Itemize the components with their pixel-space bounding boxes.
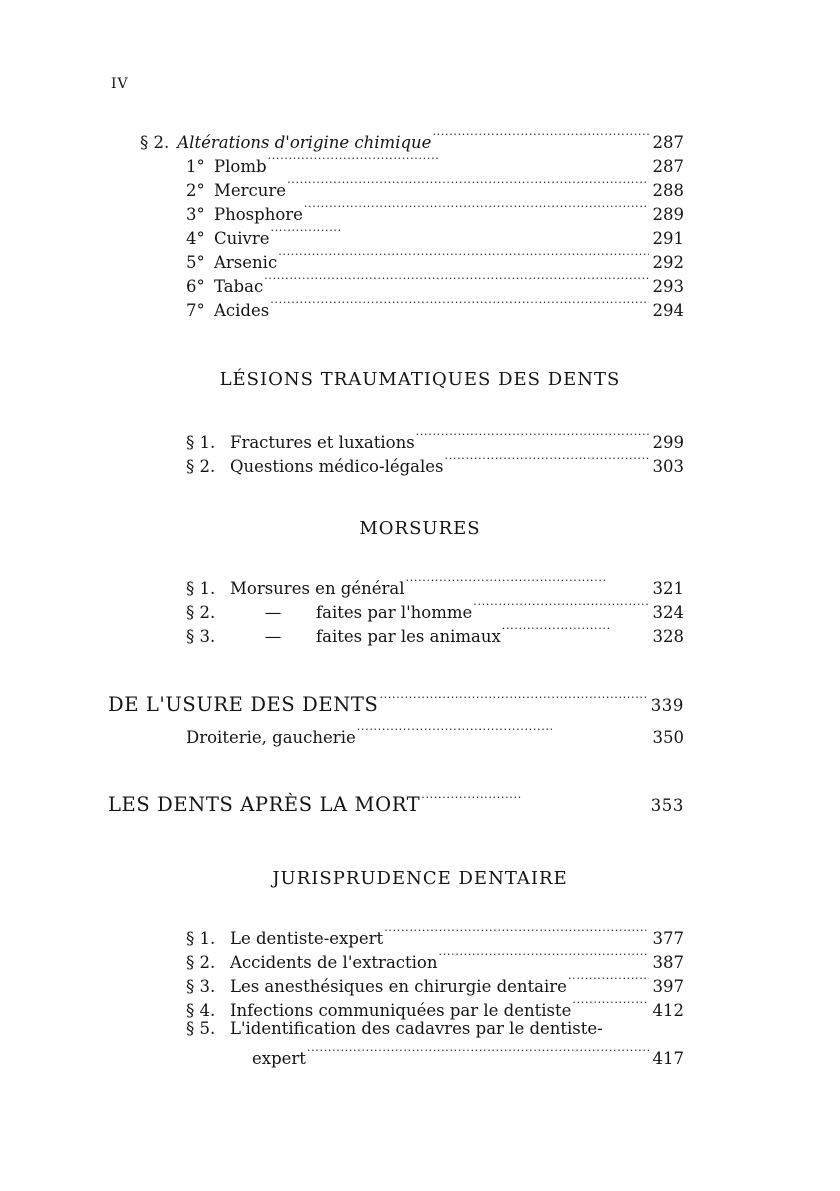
item-page: 303 [652, 457, 684, 476]
dot-leader [406, 572, 606, 594]
item-page: 294 [652, 301, 684, 320]
dot-leader [502, 620, 610, 642]
chapter-title: DE L'USURE DES DENTS [108, 693, 379, 716]
toc-item[interactable] [186, 270, 684, 296]
item-page: 293 [652, 277, 684, 296]
toc-item[interactable] [186, 198, 684, 224]
item-title: expert [252, 1049, 306, 1068]
toc-item[interactable] [186, 620, 684, 646]
section-symbol: § 2. [140, 133, 170, 152]
dot-leader [445, 450, 649, 472]
item-title: Cuivre [214, 229, 270, 248]
dot-leader [264, 270, 648, 292]
ditto-dash: — [264, 603, 282, 622]
ditto-dash: — [264, 627, 282, 646]
dot-leader [439, 946, 649, 968]
section-symbol: § 1. [186, 579, 216, 598]
item-title: Les anesthésiques en chirurgie dentaire [230, 977, 567, 996]
dot-leader [357, 721, 552, 743]
item-page: 397 [652, 977, 684, 996]
item-title: Tabac [214, 277, 264, 296]
dot-leader [278, 246, 648, 268]
item-title: Morsures en général [230, 579, 405, 598]
item-title: faites par les animaux [316, 627, 501, 646]
dot-leader [270, 294, 648, 316]
dot-leader [271, 222, 341, 244]
section-symbol: § 2. [186, 457, 216, 476]
chapter-title: LES DENTS APRÈS LA MORT [108, 793, 421, 816]
item-title: Droiterie, gaucherie [186, 728, 356, 747]
item-title: Questions médico-légales [230, 457, 444, 476]
item-title: Acides [214, 301, 270, 320]
dot-leader [473, 596, 648, 618]
item-page: 328 [652, 627, 684, 646]
item-number: 5° [186, 253, 205, 272]
toc-item[interactable] [186, 294, 684, 320]
item-title: Infections communiquées par le dentiste [230, 1001, 572, 1020]
item-page: 288 [652, 181, 684, 200]
section-heading-lesions: LÉSIONS TRAUMATIQUES DES DENTS [219, 369, 621, 390]
section-heading-jurisprudence: JURISPRUDENCE DENTAIRE [272, 868, 568, 889]
item-page: 417 [652, 1049, 684, 1068]
toc-item[interactable] [186, 994, 684, 1020]
toc-item[interactable] [186, 150, 684, 176]
item-page: 299 [652, 433, 684, 452]
section-symbol: § 2. [186, 953, 216, 972]
section-symbol: § 3. [186, 977, 216, 996]
item-title: Mercure [214, 181, 287, 200]
item-page: 321 [652, 579, 684, 598]
item-page: 412 [652, 1001, 684, 1020]
toc-item[interactable] [186, 572, 684, 598]
toc-item[interactable] [186, 1018, 684, 1040]
dot-leader [572, 994, 648, 1016]
item-page: 387 [652, 953, 684, 972]
toc-item[interactable] [186, 946, 684, 972]
toc-item[interactable] [186, 174, 684, 200]
toc-item[interactable] [186, 596, 684, 622]
toc-item-continuation[interactable] [252, 1042, 684, 1068]
page-number: IV [111, 76, 129, 92]
item-page: 377 [652, 929, 684, 948]
item-number: 6° [186, 277, 205, 296]
item-number: 1° [186, 157, 205, 176]
entry-page: 287 [652, 133, 684, 152]
dot-leader [432, 126, 648, 148]
item-title: Accidents de l'extraction [230, 953, 438, 972]
item-page: 324 [652, 603, 684, 622]
section-symbol: § 3. [186, 627, 216, 646]
toc-item[interactable] [186, 970, 684, 996]
item-page: 287 [652, 157, 684, 176]
toc-item[interactable] [186, 450, 684, 476]
item-number: 4° [186, 229, 205, 248]
toc-item[interactable] [186, 922, 684, 948]
toc-item[interactable] [186, 246, 684, 272]
chapter-page: 339 [650, 696, 684, 715]
dot-leader [379, 689, 646, 711]
section-symbol: § 1. [186, 929, 216, 948]
section-symbol: § 5. [186, 1019, 216, 1038]
section-heading-morsures: MORSURES [359, 518, 481, 539]
item-page: 291 [652, 229, 684, 248]
item-number: 3° [186, 205, 205, 224]
dot-leader [416, 426, 649, 448]
entry-title: Altérations d'origine chimique [177, 133, 432, 152]
item-title: Le dentiste-expert [230, 929, 384, 948]
item-title: Arsenic [214, 253, 278, 272]
item-page: 350 [652, 728, 684, 747]
dot-leader [287, 174, 648, 196]
item-title: L'identification des cadavres par le dentiste- [230, 1019, 603, 1038]
toc-chapter-apres-mort[interactable] [108, 789, 684, 816]
dot-leader [421, 789, 521, 811]
dot-leader [307, 1042, 649, 1064]
chapter-page: 353 [650, 796, 684, 815]
toc-item[interactable] [186, 222, 684, 248]
section-symbol: § 1. [186, 433, 216, 452]
toc-item[interactable] [186, 426, 684, 452]
item-title: Phosphore [214, 205, 303, 224]
item-title: Fractures et luxations [230, 433, 415, 452]
dot-leader [384, 922, 648, 944]
dot-leader [268, 150, 438, 172]
toc-entry-chemical[interactable] [140, 126, 684, 152]
toc-item[interactable] [186, 721, 684, 747]
item-title: Plomb [214, 157, 267, 176]
dot-leader [304, 198, 649, 220]
section-symbol: § 2. [186, 603, 216, 622]
dot-leader [568, 970, 649, 992]
item-number: 7° [186, 301, 205, 320]
item-page: 289 [652, 205, 684, 224]
section-symbol: § 4. [186, 1001, 216, 1020]
toc-chapter-usure[interactable] [108, 689, 684, 716]
item-title: faites par l'homme [316, 603, 473, 622]
item-page: 292 [652, 253, 684, 272]
item-number: 2° [186, 181, 205, 200]
